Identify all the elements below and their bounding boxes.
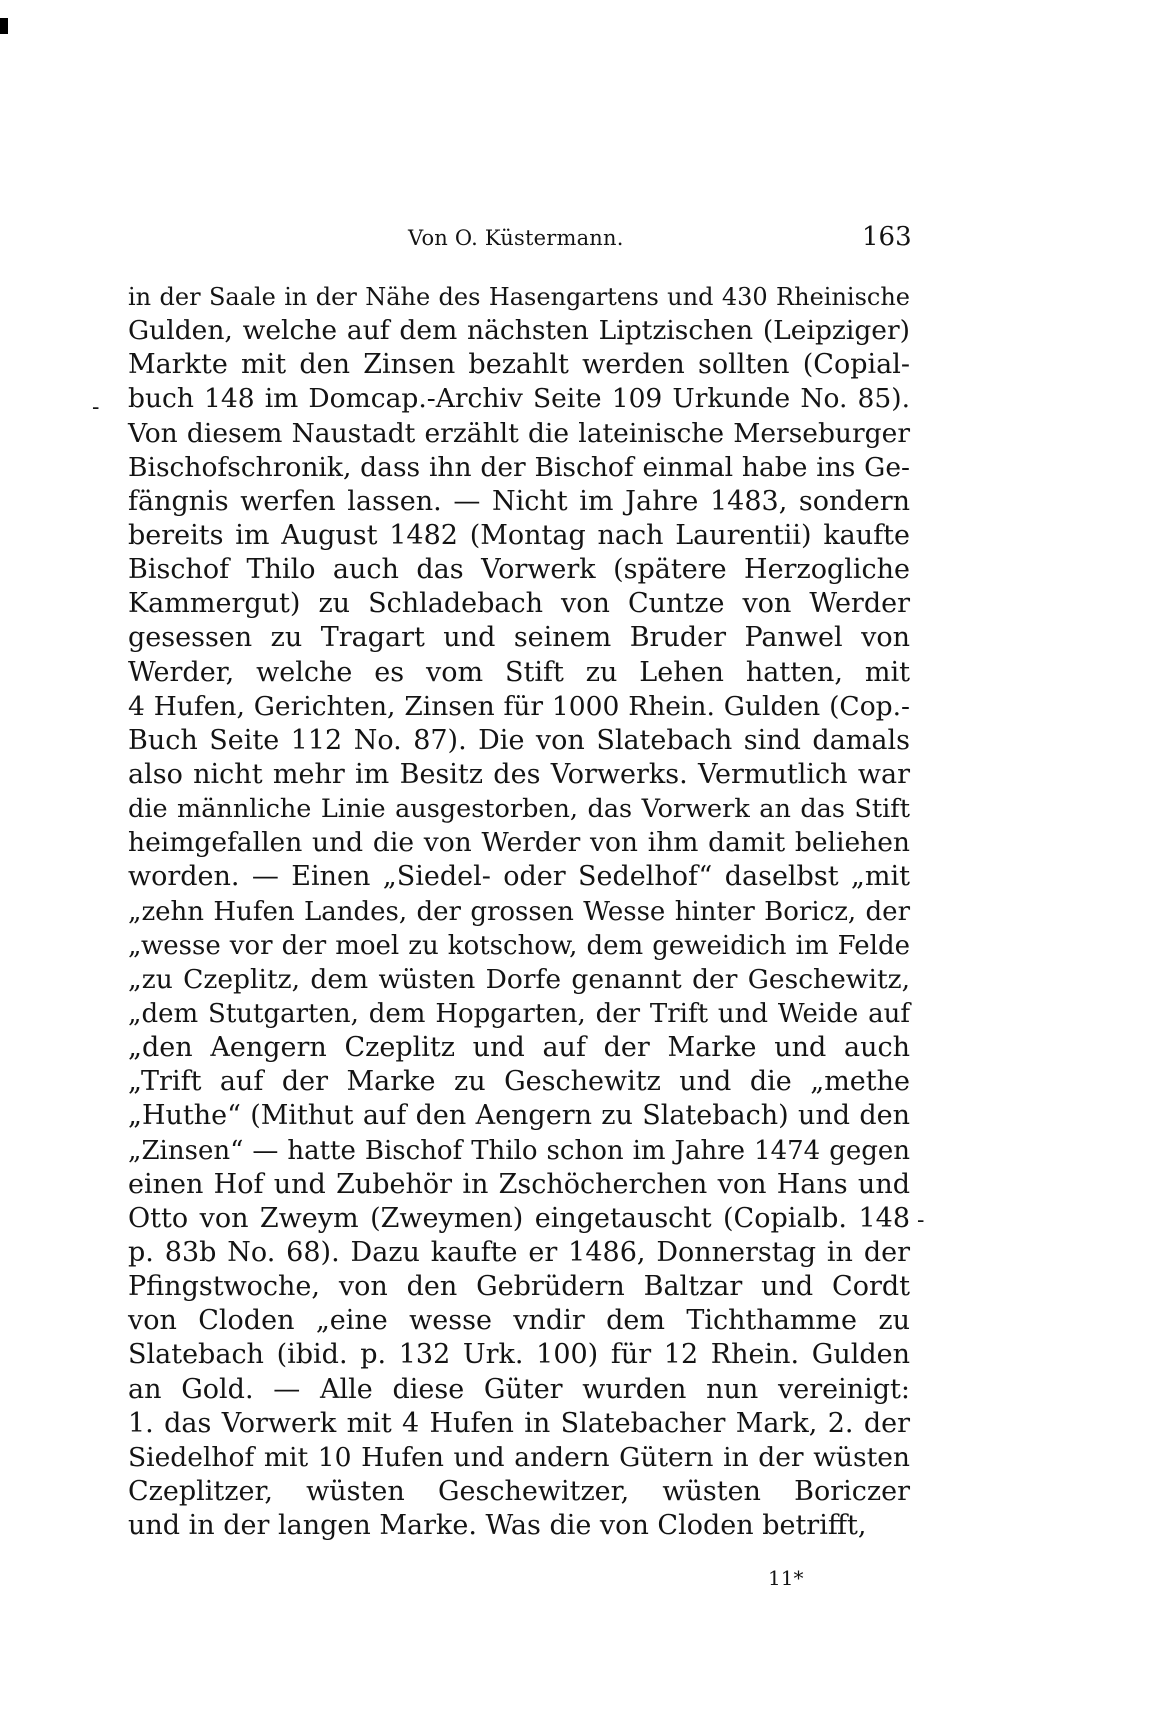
text-line: Bischof Thilo auch das Vorwerk (spätere Herzogliche — [128, 554, 910, 586]
text-line: „wesse vor der moel zu kotschow, dem geweidich im Felde — [128, 930, 910, 961]
text-line: Werder, welche es vom Stift zu Lehen hatten, mit — [128, 656, 910, 688]
text-line: buch 148 im Domcap.-Archiv Seite 109 Urkunde No. 85). — [128, 383, 910, 415]
text-line: Markte mit den Zinsen bezahlt werden sollten (Copial- — [128, 349, 910, 381]
running-head: Von O. Küstermann. — [408, 226, 624, 250]
text-line: Gulden, welche auf dem nächsten Liptzischen (Leipziger) — [128, 315, 910, 347]
text-line: Siedelhof mit 10 Hufen und andern Gütern in der wüsten — [128, 1441, 910, 1473]
text-line: die männliche Linie ausgestorben, das Vorwerk an das Stift — [128, 794, 910, 825]
text-line: „zu Czeplitz, dem wüsten Dorfe genannt der Geschewitz, — [128, 963, 910, 995]
text-line: gesessen zu Tragart und seinem Bruder Panwel von — [128, 622, 910, 654]
text-line: von Cloden „eine wesse vndir dem Tichthamme zu — [128, 1305, 910, 1337]
text-line: Buch Seite 112 No. 87). Die von Slatebach sind damals — [128, 724, 910, 756]
margin-mark-right: - — [917, 1208, 925, 1233]
text-line: an Gold. — Alle diese Güter wurden nun vereinigt: — [128, 1373, 910, 1405]
text-line: fängnis werfen lassen. — Nicht im Jahre 1483, sondern — [128, 485, 910, 517]
text-line: 4 Hufen, Gerichten, Zinsen für 1000 Rhein. Gulden (Cop.- — [128, 690, 910, 722]
body-text — [128, 280, 910, 1543]
page-number: 163 — [862, 222, 912, 252]
signature-mark: 11* — [768, 1566, 804, 1590]
text-line: Pfingstwoche, von den Gebrüdern Baltzar und Cordt — [128, 1271, 910, 1303]
text-line: Otto von Zweym (Zweymen) eingetauscht (Copialb. 148 — [128, 1202, 910, 1234]
text-line: Von diesem Naustadt erzählt die lateinische Merseburger — [128, 417, 910, 449]
text-line: worden. — Einen „Siedel- oder Sedelhof“ daselbst „mit — [128, 861, 910, 893]
text-line: einen Hof und Zubehör in Zschöcherchen von Hans und — [128, 1168, 910, 1200]
text-line: und in der langen Marke. Was die von Cloden betrifft, — [128, 1510, 867, 1542]
margin-mark-left: - — [92, 395, 100, 420]
text-line: in der Saale in der Nähe des Hasengartens und 430 Rheinische — [128, 283, 910, 311]
text-line: Kammergut) zu Schladebach von Cuntze von Werder — [128, 588, 910, 620]
scan-corner-mark — [0, 18, 8, 34]
text-line: Slatebach (ibid. p. 132 Urk. 100) für 12 Rhein. Gulden — [128, 1339, 910, 1371]
text-line: Bischofschronik, dass ihn der Bischof einmal habe ins Ge- — [128, 451, 910, 483]
text-line: „Zinsen“ — hatte Bischof Thilo schon im Jahre 1474 gegen — [128, 1135, 910, 1166]
text-line: heimgefallen und die von Werder von ihm damit beliehen — [128, 827, 910, 859]
text-line: bereits im August 1482 (Montag nach Laurentii) kaufte — [128, 519, 910, 551]
text-line: „Trift auf der Marke zu Geschewitz und die „methe — [128, 1066, 910, 1098]
text-line: „den Aengern Czeplitz und auf der Marke und auch — [128, 1032, 910, 1064]
text-line: 1. das Vorwerk mit 4 Hufen in Slatebacher Mark, 2. der — [128, 1407, 910, 1439]
text-line: „Huthe“ (Mithut auf den Aengern zu Slatebach) und den — [128, 1100, 910, 1132]
text-line: also nicht mehr im Besitz des Vorwerks. Vermutlich war — [128, 758, 910, 790]
text-line: „dem Stutgarten, dem Hopgarten, der Trift und Weide auf — [128, 998, 910, 1029]
text-line: Czeplitzer, wüsten Geschewitzer, wüsten Boriczer — [128, 1475, 910, 1507]
text-line: „zehn Hufen Landes, der grossen Wesse hinter Boricz, der — [128, 896, 910, 927]
text-line: p. 83b No. 68). Dazu kaufte er 1486, Donnerstag in der — [128, 1236, 910, 1268]
